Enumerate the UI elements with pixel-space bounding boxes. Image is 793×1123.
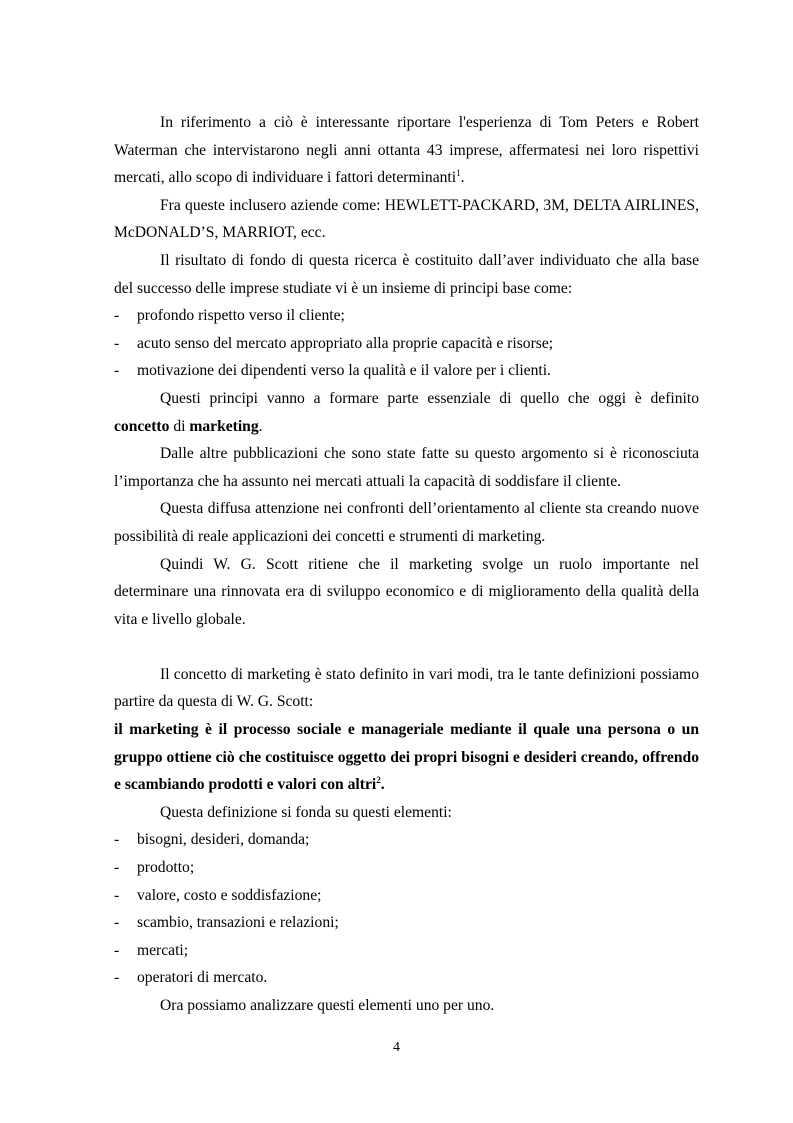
marketing-definition: il marketing è il processo sociale e manageriale mediante il quale una persona o un gruppo ottiene ciò che costituisce oggetto dei propri bisogni e desideri creando, offrendo e scambiando prodotti e valori con altri$^2$. — [114, 721, 699, 794]
list-item: - motivazione dei dipendenti verso la qualità e il valore per i clienti. — [114, 362, 551, 380]
paragraph-spacer — [114, 633, 699, 661]
paragraph-closing: Ora possiamo analizzare questi elementi uno per uno. — [160, 997, 495, 1014]
page-body — [114, 109, 699, 1020]
footnote-ref-1: 1 — [456, 168, 461, 178]
list-item: - valore, costo e soddisfazione; — [114, 886, 322, 904]
list-item: - acuto senso del mercato appropriato alla proprie capacità e risorse; — [114, 334, 554, 352]
paragraph-scott-role: Quindi W. G. Scott ritiene che il marketing svolge un ruolo importante nel determinare una rinnovata era di sviluppo economico e di miglioramento della qualità della vita e livello globale. — [114, 555, 699, 628]
paragraph-elements-intro: Questa definizione si fonda su questi elementi: — [160, 803, 452, 821]
list-item: - operatori di mercato. — [114, 969, 268, 987]
list-item: - profondo rispetto verso il cliente; — [114, 307, 345, 325]
paragraph-customer-orientation: Questa diffusa attenzione nei confronti dell’orientamento al cliente sta creando nuove possibilità di reale applicazioni dei concetti e strumenti di marketing. — [114, 500, 699, 545]
footnote-ref-2: 2 — [376, 775, 381, 786]
paragraph-marketing-concept: Questi principi vanno a formare parte essenziale di quello che oggi è definito concetto di marketing. — [114, 389, 699, 435]
paragraph-definitions-intro: Il concetto di marketing è stato definito in vari modi, tra le tante definizioni possiamo partire da questa di W. G. Scott: — [114, 665, 699, 711]
paragraph-publications: Dalle altre pubblicazioni che sono state fatte su questo argomento si è riconosciuta l’importanza che ha assunto nei mercati attuali la capacità di soddisfare il cliente. — [114, 445, 699, 490]
paragraph-peters-waterman: In riferimento a ciò è interessante riportare l'esperienza di Tom Peters e Robert Waterman che intervistarono negli anni ottanta 43 imprese, affermatesi nei loro rispettivi mercati, allo scopo di individuare i fattori determinanti$^1$. — [114, 114, 699, 187]
paragraph-research-result: Il risultato di fondo di questa ricerca è costituito dall’aver individuato che alla base del successo delle imprese studiate vi è un insieme di principi base come: — [114, 251, 699, 297]
list-item: - prodotto; — [114, 859, 195, 877]
paragraph-companies: Fra queste inclusero aziende come: HEWLETT-PACKARD, 3M, DELTA AIRLINES, McDONALD’S, MARRIOT, ecc. — [114, 196, 699, 242]
list-item: - bisogni, desideri, domanda; — [114, 831, 310, 849]
list-item: - scambio, transazioni e relazioni; — [114, 914, 339, 932]
page-number: 4 — [393, 1040, 400, 1055]
list-item: - mercati; — [114, 941, 189, 959]
